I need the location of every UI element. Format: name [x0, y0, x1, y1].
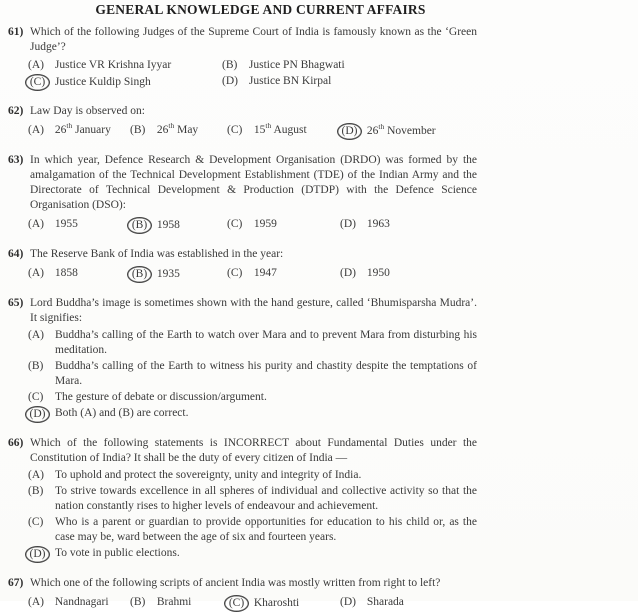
question-body — [30, 104, 477, 140]
option-text: Buddha’s calling of the Earth to witness his purity and chastity despite the temptations of Mara. — [55, 360, 477, 387]
question-body — [30, 153, 477, 234]
question-text: Which of the following statements is INCORRECT about Fundamental Duties under the Constitution of India? It shall be the duty of every citizen of India — — [30, 437, 477, 464]
question-body — [30, 296, 477, 423]
option-text: Justice PN Bhagwati — [248, 59, 345, 71]
question-body — [30, 576, 477, 612]
option-c — [227, 594, 340, 612]
option-label answer-circle: (D) — [25, 546, 50, 563]
option-label answer-circle: (D) — [25, 406, 50, 423]
question-65 — [8, 296, 638, 423]
option-d — [28, 545, 477, 563]
question-body — [30, 247, 477, 283]
option-text: 1958 — [156, 219, 180, 231]
option-d — [28, 405, 477, 423]
option-b — [130, 594, 227, 612]
option-text: 1935 — [156, 268, 180, 280]
option-text: Both (A) and (B) are correct. — [55, 407, 189, 419]
option-a — [28, 265, 130, 283]
question-text: Which one of the following scripts of ancient India was mostly written from right to left? — [30, 577, 441, 589]
option-label answer-circle: (D) — [337, 123, 362, 140]
option-text: Brahmi — [156, 596, 192, 608]
option-text: Justice Kuldip Singh — [54, 76, 151, 88]
question-text: Law Day is observed on: — [30, 105, 145, 117]
option-b — [130, 122, 227, 140]
option-label: (B) — [130, 596, 146, 608]
option-label: (A) — [28, 218, 44, 230]
option-text: Justice BN Kirpal — [248, 75, 332, 87]
option-text: 15th August — [253, 121, 307, 136]
option-text: To vote in public elections. — [55, 547, 180, 559]
option-b — [222, 57, 477, 73]
option-label: (D) — [222, 75, 238, 87]
option-text: Nandnagari — [54, 596, 109, 608]
question-number: 62) — [8, 105, 24, 117]
question-67 — [8, 576, 638, 612]
option-d — [340, 216, 477, 234]
question-63 — [8, 153, 638, 234]
option-text: Buddha’s calling of the Earth to watch over Mara and to prevent Mara from disturbing his meditation. — [55, 329, 477, 356]
option-label: (C) — [227, 124, 243, 136]
option-text: 1858 — [54, 267, 78, 279]
option-c — [227, 265, 340, 283]
options-row — [28, 594, 477, 612]
option-label: (D) — [340, 218, 356, 230]
option-c — [227, 216, 340, 234]
option-label: (C) — [227, 267, 243, 279]
option-text: 1963 — [366, 218, 390, 230]
question-64 — [8, 247, 638, 283]
option-label answer-circle: (B) — [127, 217, 152, 234]
question-number: 64) — [8, 248, 24, 260]
option-label: (D) — [340, 596, 356, 608]
option-b — [28, 358, 477, 389]
option-text: Kharoshti — [253, 597, 300, 609]
option-a — [28, 594, 130, 612]
question-text: The Reserve Bank of India was established in the year: — [30, 248, 284, 260]
option-label: (B) — [28, 485, 44, 497]
option-c — [28, 73, 222, 91]
option-c — [28, 389, 477, 405]
question-number: 61) — [8, 26, 24, 38]
option-label answer-circle: (C) — [224, 595, 249, 612]
option-a — [28, 327, 477, 358]
question-62 — [8, 104, 638, 140]
option-text: 26th May — [156, 121, 199, 136]
option-label: (A) — [28, 329, 44, 341]
option-label: (A) — [28, 469, 44, 481]
option-text: 26th November — [366, 122, 436, 137]
option-label: (C) — [28, 516, 44, 528]
option-a — [28, 467, 477, 483]
question-number: 66) — [8, 437, 24, 449]
question-number: 65) — [8, 297, 24, 309]
option-c — [28, 514, 477, 545]
option-text: 26th January — [54, 121, 111, 136]
option-b — [28, 483, 477, 514]
question-61 — [8, 25, 638, 91]
option-label answer-circle: (C) — [25, 74, 50, 91]
options-row — [28, 216, 477, 234]
question-body — [30, 436, 477, 563]
question-text: In which year, Defence Research & Development Organisation (DRDO) was formed by the amalgamation of the Technical Development Establishment (TDE) of the Indian Army and the Directorate of Technical Development & Production (DTDP) with the Defence Science Organisation (DSO): — [30, 154, 477, 211]
option-label: (A) — [28, 267, 44, 279]
option-b — [130, 265, 227, 283]
option-label: (D) — [340, 267, 356, 279]
option-a — [28, 122, 130, 140]
question-text: Lord Buddha’s image is sometimes shown with the hand gesture, called ‘Bhumisparsha Mudra’. It signifies: — [30, 297, 477, 324]
page-title: GENERAL KNOWLEDGE AND CURRENT AFFAIRS — [95, 2, 426, 17]
option-label: (C) — [227, 218, 243, 230]
option-d — [340, 265, 477, 283]
option-text: To strive towards excellence in all spheres of individual and collective activity so that the nation constantly rises to higher levels of endeavour and achievement. — [55, 485, 477, 512]
option-label: (A) — [28, 59, 44, 71]
option-text: To uphold and protect the sovereignty, unity and integrity of India. — [55, 469, 362, 481]
option-label answer-circle: (B) — [127, 266, 152, 283]
option-text: Sharada — [366, 596, 404, 608]
option-text: Justice VR Krishna Iyyar — [54, 59, 172, 71]
option-d — [340, 594, 477, 612]
option-text: 1947 — [253, 267, 277, 279]
option-text: The gesture of debate or discussion/argument. — [55, 391, 267, 403]
question-body — [30, 25, 477, 91]
option-a — [28, 216, 130, 234]
option-label: (B) — [222, 59, 238, 71]
option-text: Who is a parent or guardian to provide opportunities for education to his child or, as the case may be, ward between the age of six and fourteen years. — [55, 516, 477, 543]
option-a — [28, 57, 222, 73]
question-number: 67) — [8, 577, 24, 589]
option-label: (A) — [28, 596, 44, 608]
options-list — [28, 467, 477, 563]
option-text: 1950 — [366, 267, 390, 279]
question-text: Which of the following Judges of the Supreme Court of India is famously known as the ‘Green Judge’? — [30, 26, 477, 53]
option-label: (B) — [28, 360, 44, 372]
options-row — [28, 265, 477, 283]
option-b — [130, 216, 227, 234]
question-66 — [8, 436, 638, 563]
option-label: (B) — [130, 124, 146, 136]
options-grid — [28, 57, 477, 91]
question-number: 63) — [8, 154, 24, 166]
option-d — [340, 122, 477, 140]
option-text: 1955 — [54, 218, 78, 230]
option-d — [222, 73, 477, 91]
option-label: (A) — [28, 124, 44, 136]
option-text: 1959 — [253, 218, 277, 230]
options-row — [28, 122, 477, 140]
options-list — [28, 327, 477, 423]
option-c — [227, 122, 340, 140]
option-label: (C) — [28, 391, 44, 403]
